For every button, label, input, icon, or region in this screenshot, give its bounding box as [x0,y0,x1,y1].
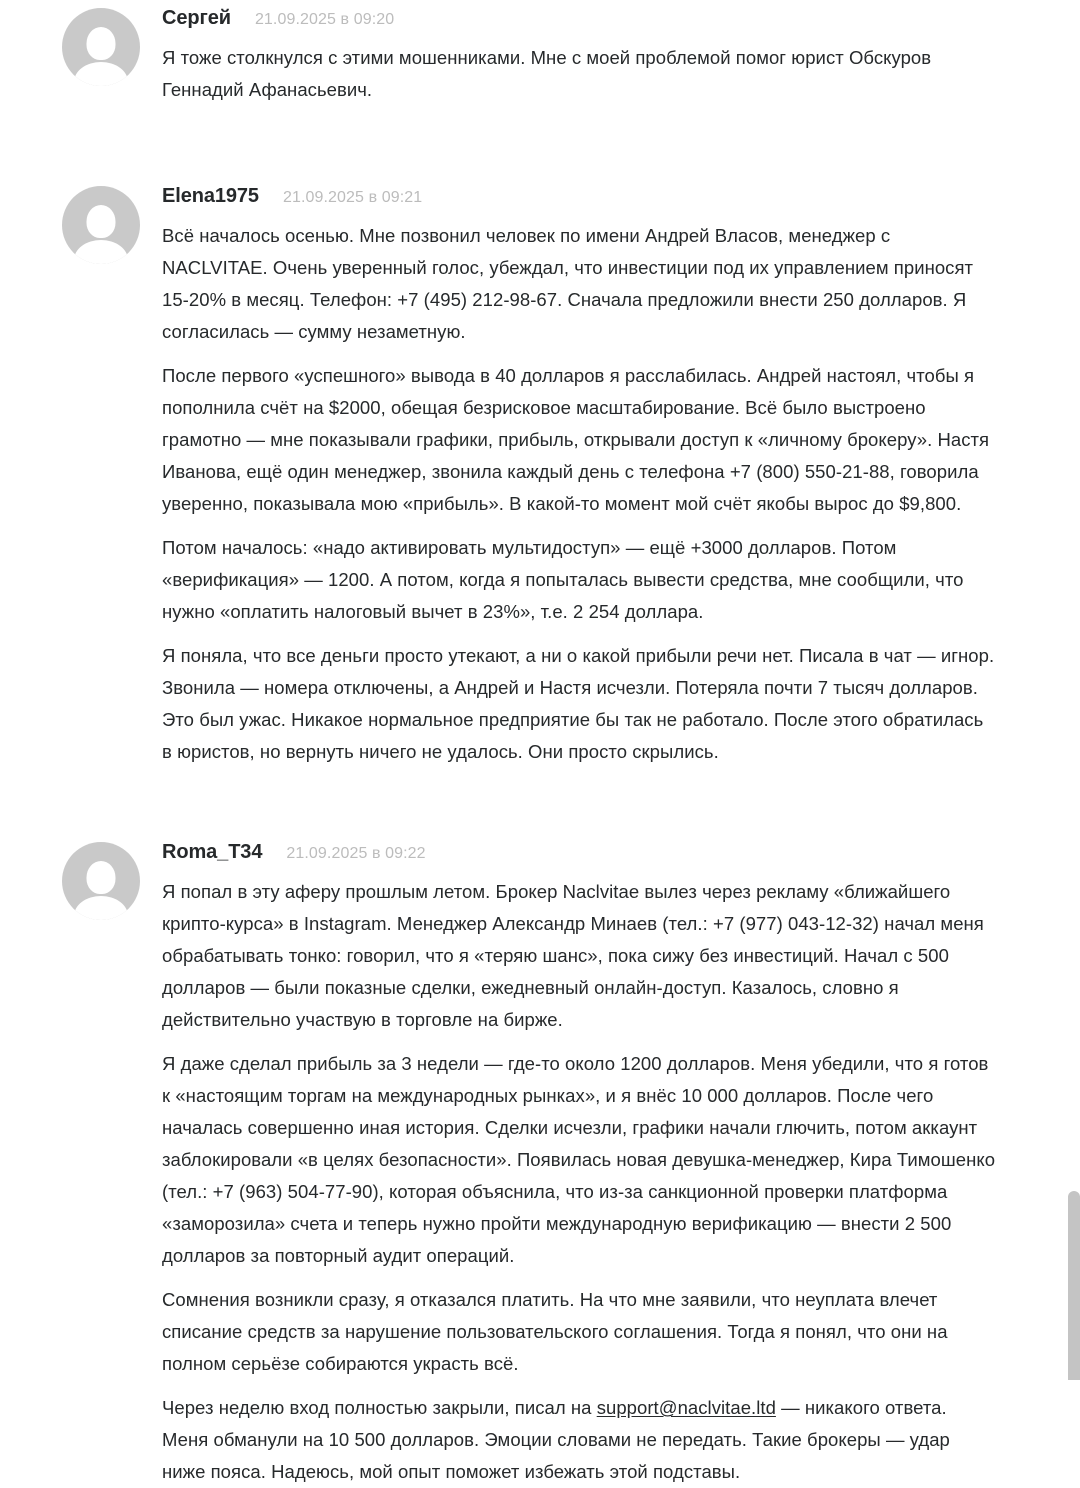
comment-body [162,840,1040,1488]
comment-paragraph: Я попал в эту аферу прошлым летом. Брокер Naclvitae вылез через рекламу «ближайшего крипто-курса» в Instagram. Менеджер Александр Минаев (тел.: +7 (977) 043-12-32) начал меня обрабатывать тонко: говорил, что я «теряю шанс», пока сижу без инвестиций. Начал с 500 долларов — были показные сделки, ежедневный онлайн-доступ. Казалось, словно я действительно участвую в торговле на бирже. [162,881,984,1030]
page-scrollbar-track[interactable] [1068,6,1080,1380]
comment-timestamp: 21.09.2025 в 09:22 [286,845,426,862]
comment-header [162,184,998,208]
comment-paragraph: Потом началось: «надо активировать мультидоступ» — ещё +3000 долларов. Потом «верификация» — 1200. А потом, когда я попыталась вывести средства, мне сообщили, что нужно «оплатить налоговый вычет в 23%», т.е. 2 254 доллара. [162,537,964,622]
comment-paragraph: После первого «успешного» вывода в 40 долларов я расслабилась. Андрей настоял, чтобы я пополнила счёт на $2000, обещая безрисковое масштабирование. Всё было выстроено грамотно — мне показывали графики, прибыль, открывали доступ к «личному брокеру». Настя Иванова, ещё один менеджер, звонила каждый день с телефона +7 (800) 550-21-88, говорила уверенно, показывала мою «прибыль». В какой-то момент мой счёт якобы вырос до $9,800. [162,365,990,514]
comment-paragraph: Сомнения возникли сразу, я отказался платить. На что мне заявили, что неуплата влечет списание средств за нарушение пользовательского соглашения. Тогда я понял, что они на полном серьёзе собираются украсть всё. [162,1289,948,1374]
comment-paragraph-with-link [162,1392,998,1488]
comment-item [0,6,1080,106]
comment-body [162,6,1040,106]
user-avatar-icon [62,842,140,920]
page-scrollbar-thumb[interactable] [1068,1191,1080,1380]
comment-timestamp: 21.09.2025 в 09:21 [282,189,423,206]
support-email-link[interactable]: support@naclvitae.ltd [596,1397,776,1418]
avatar-column [0,6,162,86]
comment-timestamp: 21.09.2025 в 09:20 [254,11,395,28]
comment-paragraph: Всё началось осенью. Мне позвонил человек по имени Андрей Власов, менеджер с NACLVITAE. Очень уверенный голос, убеждал, что инвестиции под их управлением приносят 15-20% в месяц. Телефон: +7 (495) 212-98-67. Сначала предложили внести 250 долларов. Я согласилась — сумму незаметную. [162,225,974,342]
comment-body [162,184,1040,768]
avatar-column [0,840,162,920]
comment-paragraph: Я тоже столкнулся с этими мошенниками. Мне с моей проблемой помог юрист Обскуров Геннадий Афанасьевич. [162,47,932,100]
paragraph-text-before-link: Через неделю вход полностью закрыли, писал на [162,1397,597,1418]
comment-paragraph: Я поняла, что все деньги просто утекают, а ни о какой прибыли речи нет. Писала в чат — игнор. Звонила — номера отключены, а Андрей и Настя исчезли. Потеряла почти 7 тысяч долларов. Это был ужас. Никакое нормальное предприятие бы так не работало. После этого обратилась в юристов, но вернуть ничего не удалось. Они просто скрылись. [162,645,995,762]
avatar-column [0,184,162,264]
comment-author-name: Elena1975 [162,185,259,207]
avatar-head-shape [87,205,116,238]
user-avatar-icon [62,8,140,86]
avatar-head-shape [87,861,116,894]
comment-header [162,6,998,30]
avatar-body-shape [74,240,128,264]
comment-header [162,840,998,864]
avatar-body-shape [74,62,128,86]
avatar-head-shape [87,27,116,60]
paragraph-text-after-link: — никакого ответа. Меня обманули на 10 500 долларов. Эмоции словами не передать. Такие брокеры — удар ниже пояса. Надеюсь, мой опыт поможет избежать этой подставы. [162,1397,950,1482]
comments-list [0,6,1080,1488]
comment-item [0,840,1080,1488]
comment-item [0,184,1080,768]
user-avatar-icon [62,186,140,264]
avatar-body-shape [74,896,128,920]
comment-author-name: Сергей [162,7,231,29]
comment-author-name: Roma_T34 [162,841,263,863]
comment-paragraph: Я даже сделал прибыль за 3 недели — где-то около 1200 долларов. Меня убедили, что я готов к «настоящим торгам на международных рынках», и я внёс 10 000 долларов. После чего началась совершенно иная история. Сделки исчезли, графики начали глючить, потом аккаунт заблокировали «в целях безопасности». Появилась новая девушка-менеджер, Кира Тимошенко (тел.: +7 (963) 504-77-90), которая объяснила, что из-за санкционной проверки платформа «заморозила» счета и теперь нужно пройти международную верификацию — внести 2 500 долларов за повторный аудит операций. [162,1053,996,1266]
